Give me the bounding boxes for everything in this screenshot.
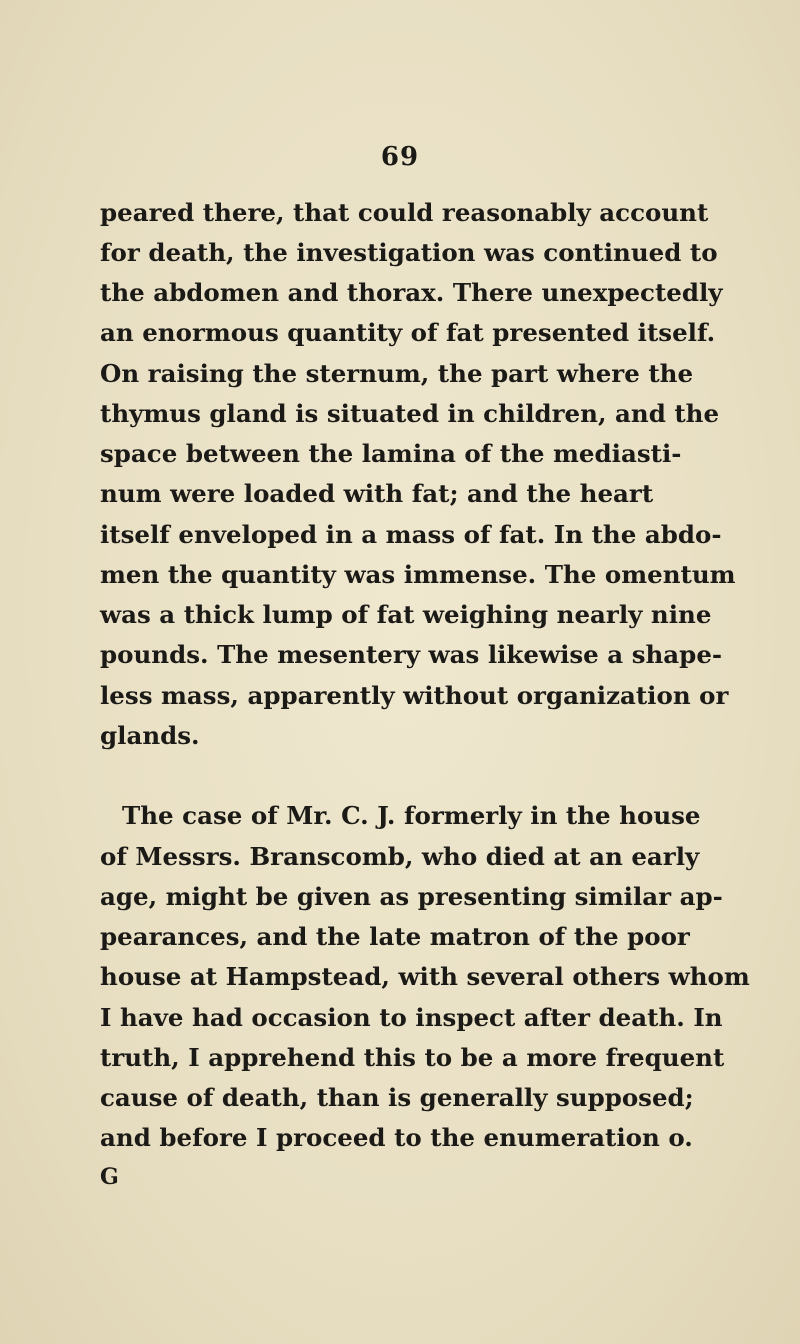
text-line: The case of Mr. C. J. formerly in the house [122, 801, 701, 830]
text-line: was a thick lump of fat weighing nearly nine [100, 600, 712, 629]
text-line: cause of death, than is generally supposed; [100, 1083, 694, 1112]
text-line: an enormous quantity of fat presented itself. [100, 318, 716, 347]
text-line: pearances, and the late matron of the poor [100, 922, 690, 951]
text-line: of Messrs. Branscomb, who died at an early [100, 842, 700, 871]
text-line: and before I proceed to the enumeration o. [100, 1123, 693, 1152]
text-line: less mass, apparently without organization or [100, 681, 729, 710]
text-line: pounds. The mesentery was likewise a shape- [100, 640, 723, 669]
text-line: peared there, that could reasonably account [100, 198, 709, 227]
text-line: space between the lamina of the mediasti- [100, 439, 682, 468]
text-line: the abdomen and thorax. There unexpectedly [100, 278, 723, 307]
text-line: for death, the investigation was continued to [100, 238, 718, 267]
signature-mark: G [100, 1164, 119, 1190]
text-line: thymus gland is situated in children, and the [100, 399, 720, 428]
text-line: house at Hampstead, with several others whom [100, 962, 750, 991]
text-line: On raising the sternum, the part where the [100, 359, 694, 388]
text-line: I have had occasion to inspect after death. In [100, 1003, 723, 1032]
page-number: 69 [380, 142, 420, 172]
text-line: age, might be given as presenting similar ap- [100, 882, 723, 911]
text-line: itself enveloped in a mass of fat. In the abdo- [100, 520, 722, 549]
text-line: men the quantity was immense. The omentum [100, 560, 736, 589]
text-line: truth, I apprehend this to be a more frequent [100, 1043, 725, 1072]
text-line: glands. [100, 721, 200, 750]
text-line: num were loaded with fat; and the heart [100, 479, 654, 508]
